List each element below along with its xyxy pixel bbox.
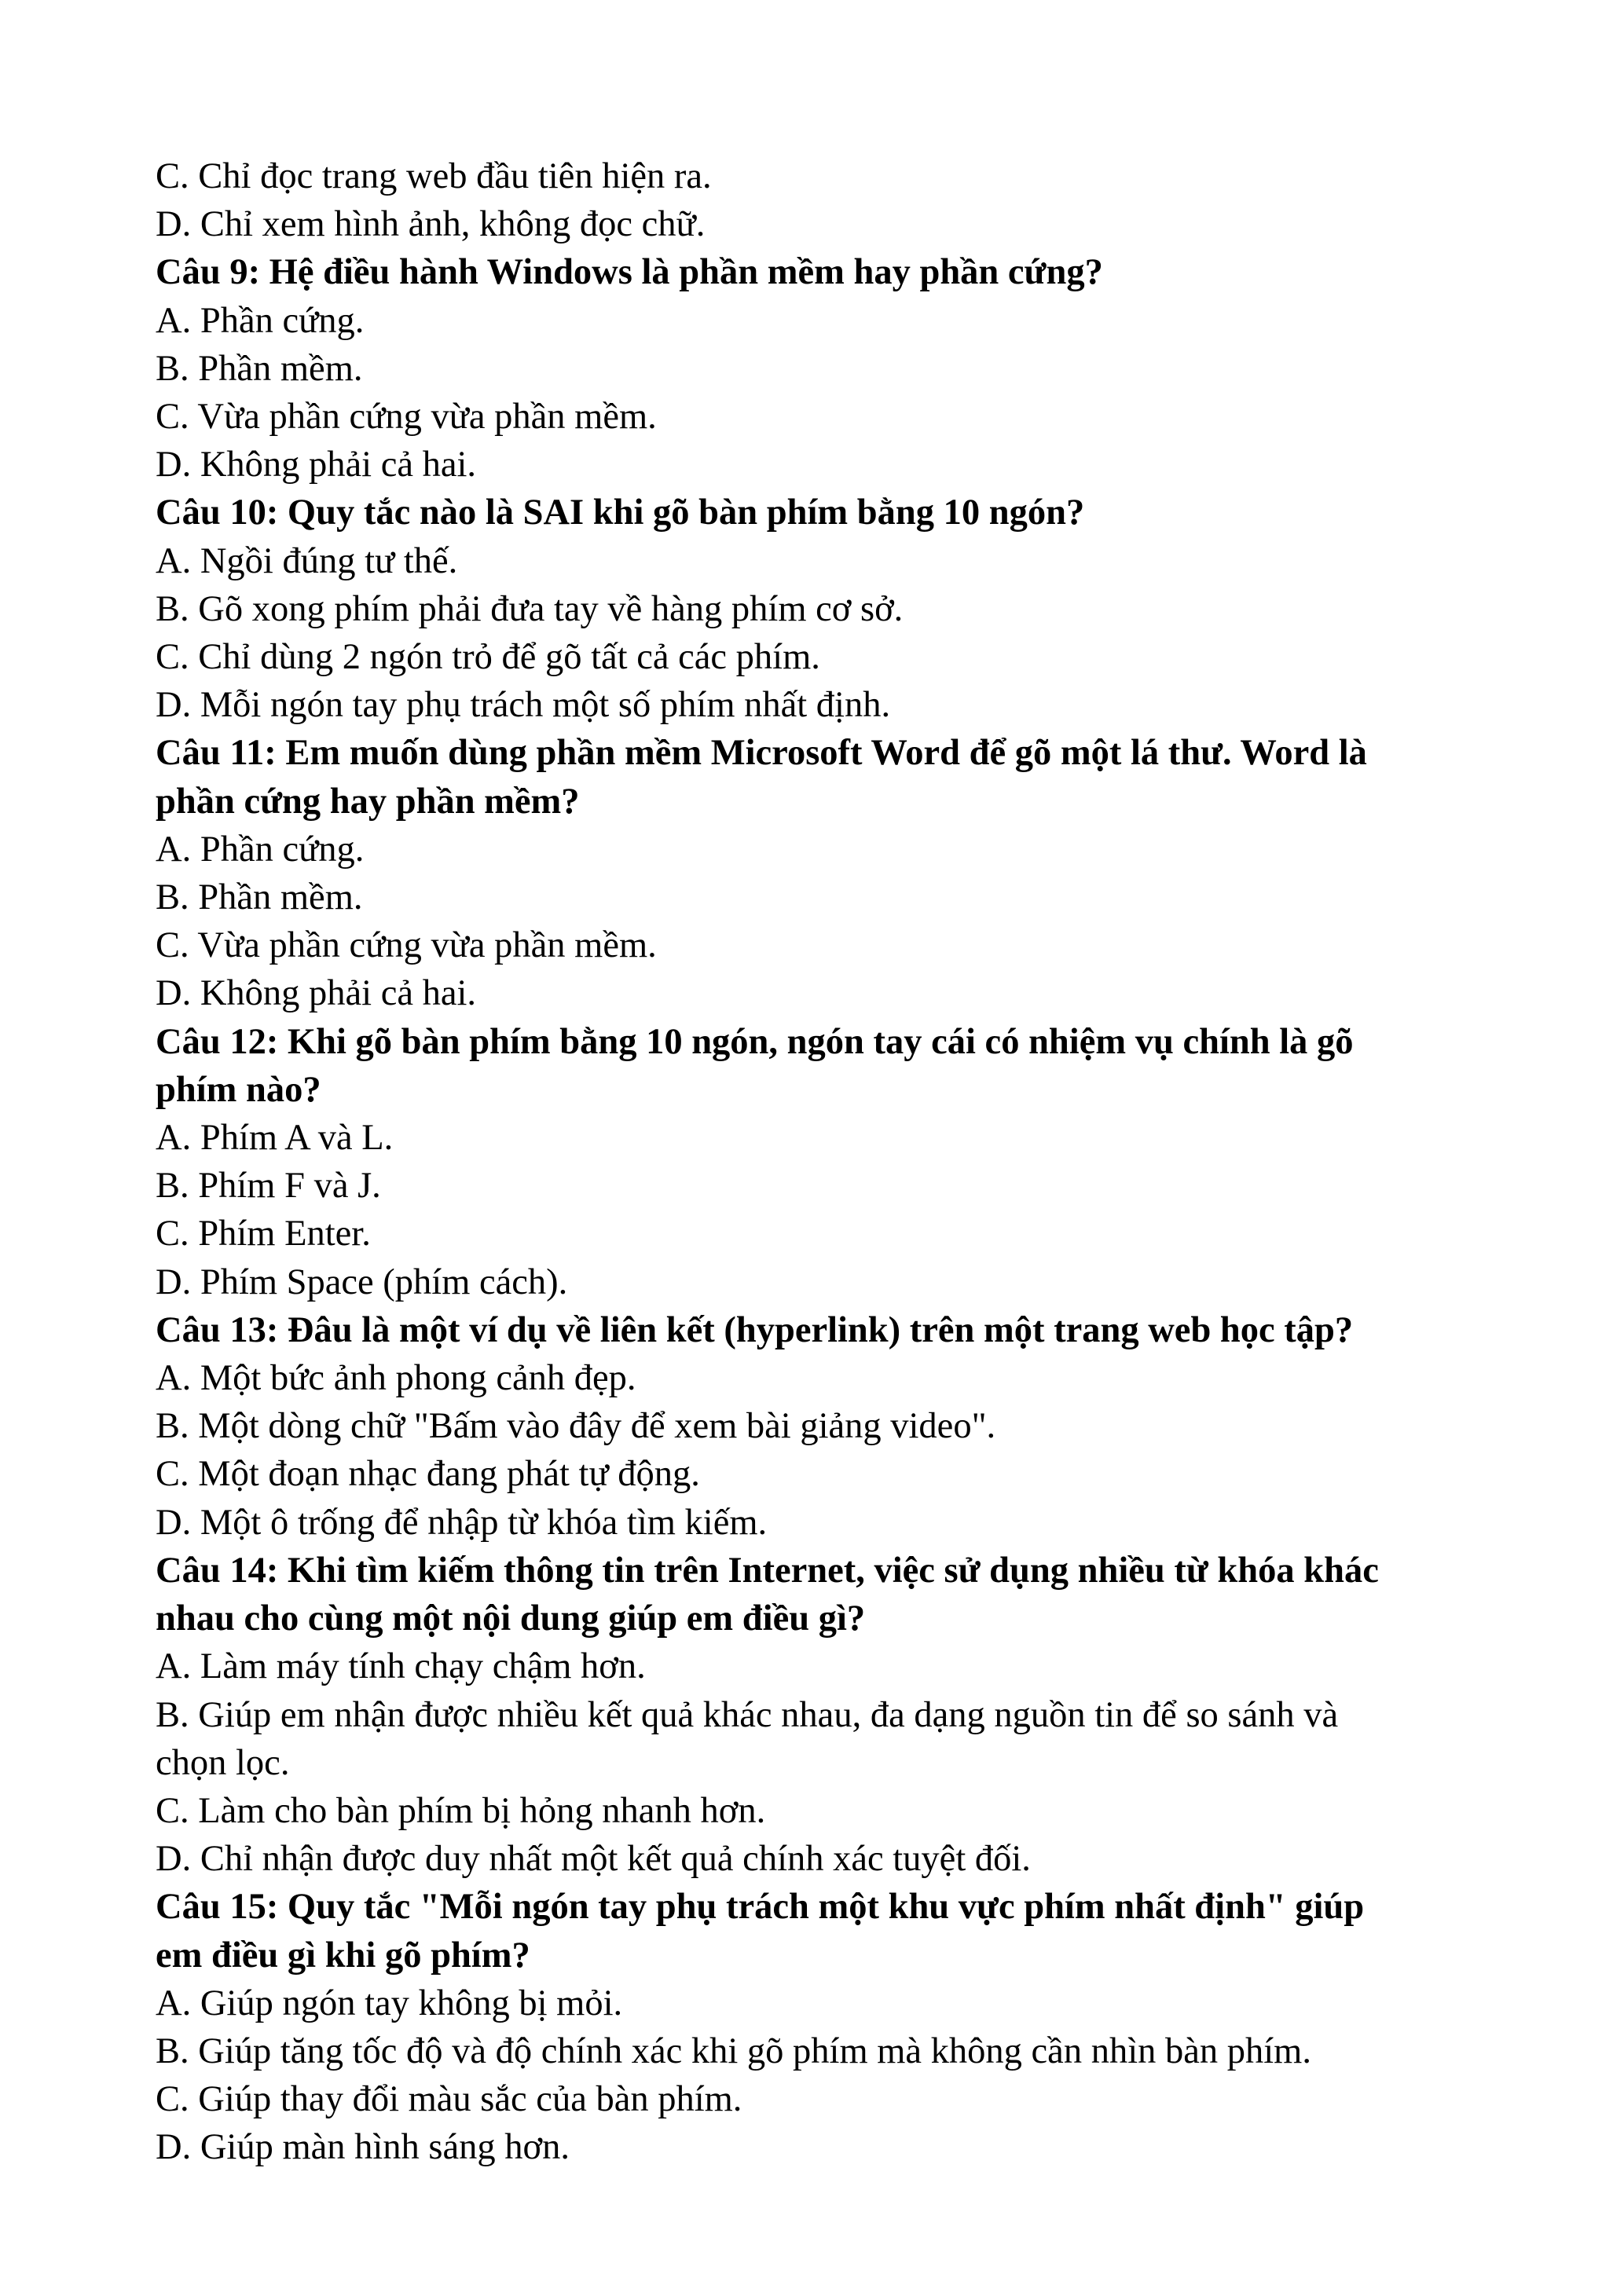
question-heading: Câu 12: Khi gõ bàn phím bằng 10 ngón, ngón tay cái có nhiệm vụ chính là gõ [156, 1021, 1354, 1062]
option-line: C. Một đoạn nhạc đang phát tự động. [156, 1454, 700, 1495]
question-heading: Câu 9: Hệ điều hành Windows là phần mềm hay phần cứng? [156, 252, 1103, 293]
option-line: D. Chỉ nhận được duy nhất một kết quả chính xác tuyệt đối. [156, 1839, 1031, 1880]
option-line: A. Phần cứng. [156, 829, 365, 870]
option-line: D. Một ô trống để nhập từ khóa tìm kiếm. [156, 1502, 768, 1543]
option-line: D. Không phải cả hai. [156, 973, 477, 1014]
option-line: C. Vừa phần cứng vừa phần mềm. [156, 925, 657, 966]
option-line: B. Giúp em nhận được nhiều kết quả khác nhau, đa dạng nguồn tin để so sánh và [156, 1694, 1339, 1735]
option-line: B. Gõ xong phím phải đưa tay về hàng phím cơ sở. [156, 588, 904, 629]
question-heading-continued: phím nào? [156, 1069, 321, 1110]
option-line: A. Phần cứng. [156, 300, 365, 341]
option-line: B. Phím F và J. [156, 1166, 381, 1207]
option-line: B. Phần mềm. [156, 877, 363, 918]
option-line: B. Giúp tăng tốc độ và độ chính xác khi gõ phím mà không cần nhìn bàn phím. [156, 2031, 1311, 2071]
option-line: C. Chỉ đọc trang web đầu tiên hiện ra. [156, 156, 712, 196]
option-line: C. Chỉ dùng 2 ngón trỏ để gõ tất cả các phím. [156, 637, 820, 678]
question-heading: Câu 10: Quy tắc nào là SAI khi gõ bàn phím bằng 10 ngón? [156, 493, 1085, 533]
option-line: C. Giúp thay đổi màu sắc của bàn phím. [156, 2079, 742, 2120]
option-line: A. Phím A và L. [156, 1118, 394, 1159]
option-line: B. Một dòng chữ "Bấm vào đây để xem bài giảng video". [156, 1406, 996, 1447]
question-heading-continued: em điều gì khi gõ phím? [156, 1935, 530, 1976]
option-line: D. Giúp màn hình sáng hơn. [156, 2127, 570, 2168]
option-line: D. Không phải cả hai. [156, 445, 477, 485]
option-line: A. Giúp ngón tay không bị mỏi. [156, 1983, 623, 2023]
question-heading: Câu 14: Khi tìm kiếm thông tin trên Internet, việc sử dụng nhiều từ khóa khác [156, 1550, 1379, 1591]
option-line: A. Ngồi đúng tư thế. [156, 540, 458, 581]
option-line: A. Một bức ảnh phong cảnh đẹp. [156, 1358, 636, 1399]
question-heading: Câu 15: Quy tắc "Mỗi ngón tay phụ trách một khu vực phím nhất định" giúp [156, 1887, 1365, 1928]
question-heading: Câu 11: Em muốn dùng phần mềm Microsoft Word để gõ một lá thư. Word là [156, 733, 1367, 774]
option-line: D. Phím Space (phím cách). [156, 1262, 568, 1302]
option-line: D. Chỉ xem hình ảnh, không đọc chữ. [156, 204, 706, 245]
question-heading: Câu 13: Đâu là một ví dụ về liên kết (hyperlink) trên một trang web học tập? [156, 1309, 1354, 1350]
option-line: D. Mỗi ngón tay phụ trách một số phím nhất định. [156, 685, 891, 726]
option-line: C. Làm cho bàn phím bị hỏng nhanh hơn. [156, 1790, 766, 1831]
option-line: A. Làm máy tính chạy chậm hơn. [156, 1646, 646, 1687]
option-line-continued: chọn lọc. [156, 1742, 290, 1783]
question-heading-continued: phần cứng hay phần mềm? [156, 781, 580, 822]
option-line: C. Phím Enter. [156, 1214, 371, 1254]
option-line: C. Vừa phần cứng vừa phần mềm. [156, 397, 657, 438]
document-page [156, 152, 1507, 2172]
question-heading-continued: nhau cho cùng một nội dung giúp em điều gì? [156, 1598, 866, 1639]
option-line: B. Phần mềm. [156, 348, 363, 389]
